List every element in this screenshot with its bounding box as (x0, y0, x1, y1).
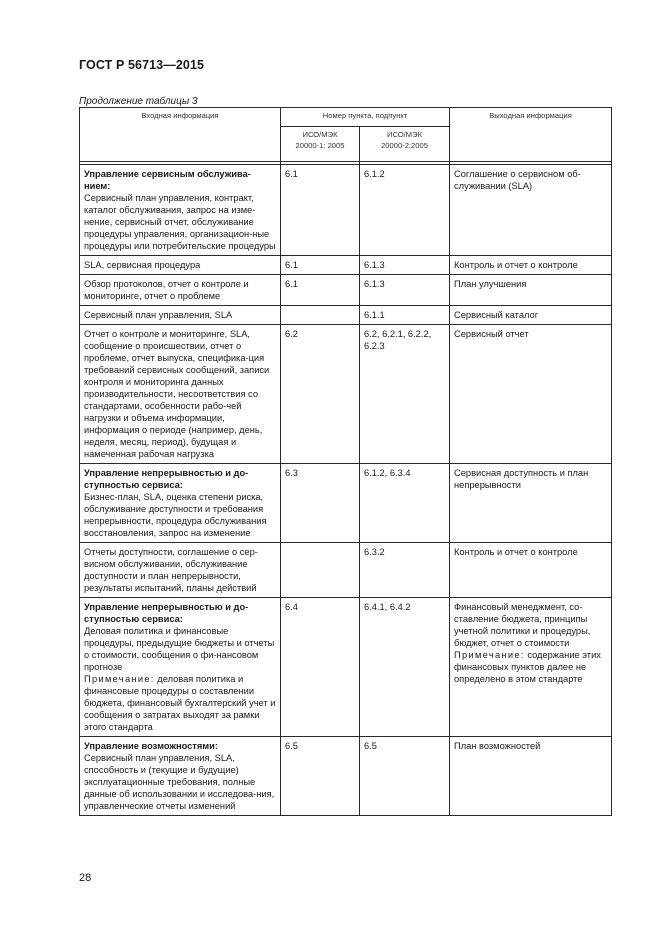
header-output: Выходная информация (450, 108, 612, 162)
table-row (80, 543, 612, 598)
iso1-clause: 6.1 (281, 256, 360, 275)
input-text: Деловая политика и финансовые процедуры, предыдущие бюджеты и отчеты о стоимости, сообщения о фи-нансовом прогнозе (84, 626, 275, 672)
header-clause-group: Номер пункта, подпункт (281, 108, 450, 127)
input-cell (80, 598, 281, 737)
input-text: Бизнес-план, SLA, оценка степени риска, обслуживание доступности и требования непрерывности, процедура обслуживания восстановления, запрос на изменение (84, 492, 267, 538)
table-row (80, 464, 612, 543)
iso2-clause: 6.1.3 (360, 275, 450, 306)
iso1-clause: 6.1 (281, 275, 360, 306)
iso1-clause: 6.1 (281, 165, 360, 256)
input-cell: Отчет о контроле и мониторинге, SLA, сообщение о происшествии, отчет о проблеме, отчет выпуска, специфика-ция требований сервисных сообщений, записи контроля и мониторинга данных производительности, несоответствия со стандартами, особенности рабо-чей нагрузки и объема информации, информация о периоде (например, день, неделя, месяц, период), будущая и намеченная рабочая нагрузка (80, 325, 281, 464)
table-row (80, 275, 612, 306)
header-iso-20000-2 (360, 127, 450, 162)
page-number: 28 (79, 872, 92, 884)
output-cell: Соглашение о сервисном об-служивании (SLA) (450, 165, 612, 256)
iso2-clause: 6.1.2, 6.3.4 (360, 464, 450, 543)
header-iso2-line1: ИСО/МЭК (387, 130, 422, 139)
header-iso1-line1: ИСО/МЭК (302, 130, 338, 139)
output-cell: Сервисный каталог (450, 306, 612, 325)
output-text: Финансовый менеджмент, со-ставление бюджета, принципы учетной политики и процедуры, бюджет, отчет о стоимости (454, 602, 591, 648)
input-cell: Сервисный план управления, SLA (80, 306, 281, 325)
iso1-clause (281, 306, 360, 325)
iso1-clause: 6.4 (281, 598, 360, 737)
iso2-clause: 6.1.2 (360, 165, 450, 256)
output-cell: Контроль и отчет о контроле (450, 543, 612, 598)
iso1-clause (281, 543, 360, 598)
section-heading: Управление непрерывностью и до-ступностью сервиса: (84, 602, 249, 624)
input-cell: Обзор протоколов, отчет о контроле и мониторинге, отчет о проблеме (80, 275, 281, 306)
iso2-clause: 6.1.1 (360, 306, 450, 325)
section-heading: Управление непрерывностью и до-ступностью сервиса: (84, 468, 249, 490)
table-row (80, 598, 612, 737)
section-heading: Управление сервисным обслужива-нием: (84, 169, 251, 191)
input-cell: Отчеты доступности, соглашение о сер-висном обслуживании, обслуживание доступности и план непрерывности, результаты испытаний, планы действий (80, 543, 281, 598)
requirements-table (79, 107, 612, 816)
iso1-clause: 6.3 (281, 464, 360, 543)
table-row (80, 325, 612, 464)
input-cell: SLA, сервисная процедура (80, 256, 281, 275)
note-text: содержание этих финансовых пунктов далее не определено в этом стандарте (454, 650, 601, 684)
note-label: Примечание: (84, 674, 155, 684)
output-cell: План возможностей (450, 737, 612, 816)
output-cell: Сервисная доступность и план непрерывности (450, 464, 612, 543)
input-cell (80, 165, 281, 256)
input-cell (80, 737, 281, 816)
output-cell (450, 598, 612, 737)
table-caption: Продолжение таблицы 3 (79, 96, 198, 107)
document-standard-title: ГОСТ Р 56713—2015 (79, 58, 205, 72)
table-row (80, 737, 612, 816)
header-iso-20000-1 (281, 127, 360, 162)
table-row (80, 306, 612, 325)
output-cell: План улучшения (450, 275, 612, 306)
table-row (80, 256, 612, 275)
iso1-clause: 6.5 (281, 737, 360, 816)
note-text: деловая политика и финансовые процедуры о составлении бюджета, финансовый бухгалтерский учет и сообщения о затратах выходят за рамки этого стандарта (84, 674, 276, 732)
output-cell: Сервисный отчет (450, 325, 612, 464)
iso2-clause: 6.2, 6.2.1, 6.2.2, 6.2.3 (360, 325, 450, 464)
note-label: Примечание: (454, 650, 525, 660)
iso2-clause: 6.1.3 (360, 256, 450, 275)
table-row (80, 165, 612, 256)
iso2-clause: 6.3.2 (360, 543, 450, 598)
input-cell (80, 464, 281, 543)
header-iso2-line2: 20000-2:2005 (381, 141, 428, 150)
header-iso1-line2: 20000-1: 2005 (295, 141, 345, 150)
iso2-clause: 6.4.1, 6.4.2 (360, 598, 450, 737)
section-heading: Управление возможностями: (84, 741, 218, 751)
output-cell: Контроль и отчет о контроле (450, 256, 612, 275)
input-text: Сервисный план управления, контракт, каталог обслуживания, запрос на изме-нение, сервисный отчет, обслуживание процедуры управления, организацион-ные процедуры или потребительские процедуры (84, 193, 276, 251)
iso1-clause: 6.2 (281, 325, 360, 464)
iso2-clause: 6.5 (360, 737, 450, 816)
input-text: Сервисный план управления, SLA, способность и (текущие и будущие) эксплуатационные требования, полные данные об использовании и исследова-ния, управленческие отчеты изменений (84, 753, 275, 811)
header-input: Входная информация (80, 108, 281, 162)
